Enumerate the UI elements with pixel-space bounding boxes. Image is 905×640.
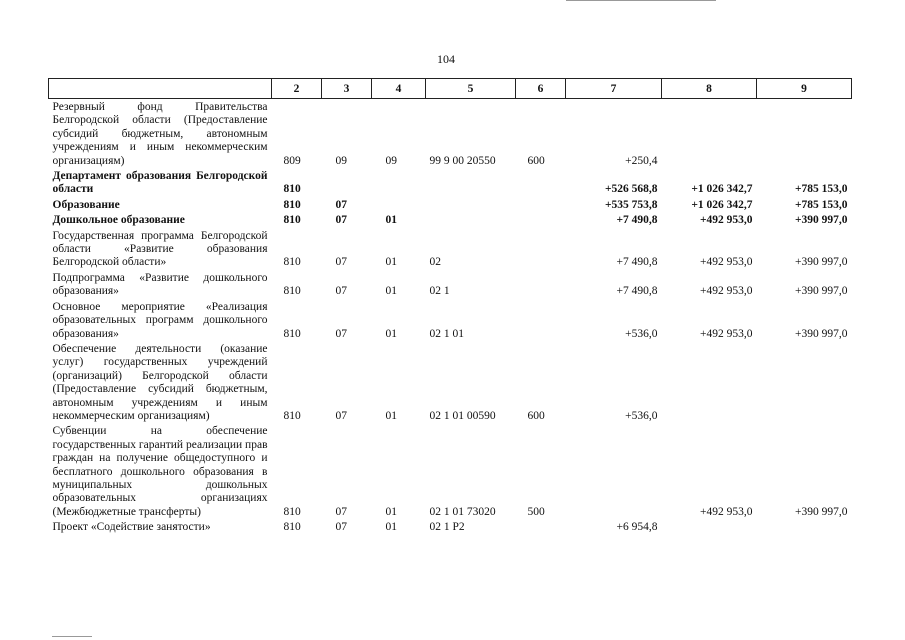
row-amount-col7: +7 490,8 xyxy=(616,214,658,227)
row-amount-col9: +390 997,0 xyxy=(795,285,848,298)
row-ministry-code: 810 xyxy=(283,521,301,534)
row-section: 07 xyxy=(335,198,347,211)
row-section xyxy=(322,168,372,197)
row-ministry-code: 810 xyxy=(283,183,301,196)
row-amount-col7: +526 568,8 xyxy=(604,183,658,196)
row-ministry-code: 810 xyxy=(283,214,301,227)
row-target-article: 02 1 xyxy=(429,285,450,298)
row-target-article: 99 9 00 20550 xyxy=(429,154,496,167)
row-expense-type xyxy=(516,212,566,227)
row-subsection xyxy=(372,168,426,197)
table-row xyxy=(49,299,852,341)
row-section: 07 xyxy=(335,285,347,298)
row-target-article: 02 1 01 xyxy=(429,327,464,340)
row-amount-col8: +1 026 342,7 xyxy=(691,183,753,196)
table-row xyxy=(49,519,852,534)
row-amount-col9: +785 153,0 xyxy=(794,183,848,196)
header-col-7: 7 xyxy=(566,79,662,99)
table-row xyxy=(49,270,852,299)
row-expense-type xyxy=(516,270,566,299)
row-ministry-code: 810 xyxy=(283,505,301,518)
row-amount-col7: +7 490,8 xyxy=(616,285,658,298)
table-row xyxy=(49,341,852,423)
row-name: Департамент образования Белгородской области xyxy=(52,170,268,196)
row-amount-col8 xyxy=(662,99,757,169)
row-expense-type: 600 xyxy=(527,409,545,422)
row-name: Подпрограмма «Развитие дошкольного образования» xyxy=(52,271,268,298)
table-header-row xyxy=(49,79,852,99)
header-col-3: 3 xyxy=(322,79,372,99)
row-expense-type: 600 xyxy=(527,154,545,167)
row-amount-col8 xyxy=(662,341,757,423)
header-col-1 xyxy=(49,79,272,99)
row-amount-col8 xyxy=(662,519,757,534)
row-section: 07 xyxy=(335,214,347,227)
row-name: Государственная программа Белгородской области «Развитие образования Белгородской области» xyxy=(52,229,268,269)
row-amount-col9 xyxy=(757,99,852,169)
row-ministry-code: 809 xyxy=(283,154,301,167)
row-amount-col9 xyxy=(757,519,852,534)
row-name: Дошкольное образование xyxy=(52,214,185,227)
row-name: Образование xyxy=(52,198,120,211)
row-target-article: 02 xyxy=(429,256,441,269)
row-subsection: 09 xyxy=(385,154,397,167)
row-subsection xyxy=(372,197,426,212)
row-amount-col9: +390 997,0 xyxy=(795,256,848,269)
row-section: 07 xyxy=(335,505,347,518)
row-amount-col9: +390 997,0 xyxy=(794,214,848,227)
budget-table-container xyxy=(48,78,851,535)
row-amount-col7: +536,0 xyxy=(625,409,658,422)
row-amount-col8: +492 953,0 xyxy=(700,256,753,269)
row-target-article: 02 1 Р2 xyxy=(429,521,465,534)
row-subsection: 01 xyxy=(385,409,397,422)
row-expense-type xyxy=(516,197,566,212)
row-target-article: 02 1 01 73020 xyxy=(429,505,496,518)
row-subsection: 01 xyxy=(385,214,397,227)
header-col-8: 8 xyxy=(662,79,757,99)
row-amount-col8: +492 953,0 xyxy=(700,505,753,518)
row-target-article xyxy=(426,212,516,227)
table-row xyxy=(49,212,852,227)
header-col-2: 2 xyxy=(272,79,322,99)
table-row xyxy=(49,99,852,169)
row-expense-type: 500 xyxy=(527,505,545,518)
row-section: 07 xyxy=(335,327,347,340)
row-amount-col7: +250,4 xyxy=(625,154,658,167)
row-ministry-code: 810 xyxy=(283,285,301,298)
row-amount-col7: +535 753,8 xyxy=(604,198,658,211)
header-col-6: 6 xyxy=(516,79,566,99)
row-expense-type xyxy=(516,519,566,534)
row-expense-type xyxy=(516,228,566,270)
row-subsection: 01 xyxy=(385,285,397,298)
scan-mark-bottom xyxy=(52,636,92,637)
row-ministry-code: 810 xyxy=(283,409,301,422)
row-amount-col9: +785 153,0 xyxy=(794,198,848,211)
header-col-5: 5 xyxy=(426,79,516,99)
row-target-article xyxy=(426,168,516,197)
row-name: Резервный фонд Правительства Белгородской области (Предоставление субсидий бюджетным, автономным учреждениям и иным некоммерческим организациям) xyxy=(52,101,268,167)
row-subsection: 01 xyxy=(385,256,397,269)
row-name: Обеспечение деятельности (оказание услуг) государственных учреждений (организаций) Белгородской области (Предоставление субсидий бюджетным, автономным учреждениям и иным некоммерческим организациям) xyxy=(52,342,268,422)
table-row xyxy=(49,168,852,197)
row-ministry-code: 810 xyxy=(283,198,301,211)
row-amount-col8: +492 953,0 xyxy=(700,285,753,298)
row-section: 07 xyxy=(335,521,347,534)
header-col-9: 9 xyxy=(757,79,852,99)
row-section: 07 xyxy=(335,256,347,269)
row-expense-type xyxy=(516,168,566,197)
budget-table xyxy=(48,78,852,535)
row-name: Основное мероприятие «Реализация образовательных программ дошкольного образования» xyxy=(52,300,268,340)
row-amount-col7: +536,0 xyxy=(625,327,658,340)
row-subsection: 01 xyxy=(385,505,397,518)
table-row xyxy=(49,197,852,212)
header-col-4: 4 xyxy=(372,79,426,99)
row-name: Субвенции на обеспечение государственных гарантий реализации прав граждан на получение общедоступного и бесплатного дошкольного образования в муниципальных дошкольных образовательных организациях (Межбюджетные трансферты) xyxy=(52,425,268,518)
row-amount-col9: +390 997,0 xyxy=(795,505,848,518)
row-subsection: 01 xyxy=(385,521,397,534)
table-row xyxy=(49,228,852,270)
row-section: 07 xyxy=(335,409,347,422)
row-section: 09 xyxy=(335,154,347,167)
row-name: Проект «Содействие занятости» xyxy=(52,521,211,534)
row-amount-col7: +7 490,8 xyxy=(616,256,658,269)
row-amount-col9: +390 997,0 xyxy=(795,327,848,340)
row-ministry-code: 810 xyxy=(283,256,301,269)
row-subsection: 01 xyxy=(385,327,397,340)
row-expense-type xyxy=(516,299,566,341)
page-number: 104 xyxy=(437,52,455,66)
row-amount-col8: +1 026 342,7 xyxy=(691,198,753,211)
row-target-article: 02 1 01 00590 xyxy=(429,409,496,422)
row-amount-col7: +6 954,8 xyxy=(616,521,658,534)
table-body xyxy=(49,99,852,535)
table-row xyxy=(49,423,852,519)
row-amount-col7 xyxy=(566,423,662,519)
row-amount-col9 xyxy=(757,341,852,423)
row-amount-col8: +492 953,0 xyxy=(699,214,753,227)
row-ministry-code: 810 xyxy=(283,327,301,340)
row-target-article xyxy=(426,197,516,212)
row-amount-col8: +492 953,0 xyxy=(700,327,753,340)
scan-mark-top xyxy=(566,0,716,1)
